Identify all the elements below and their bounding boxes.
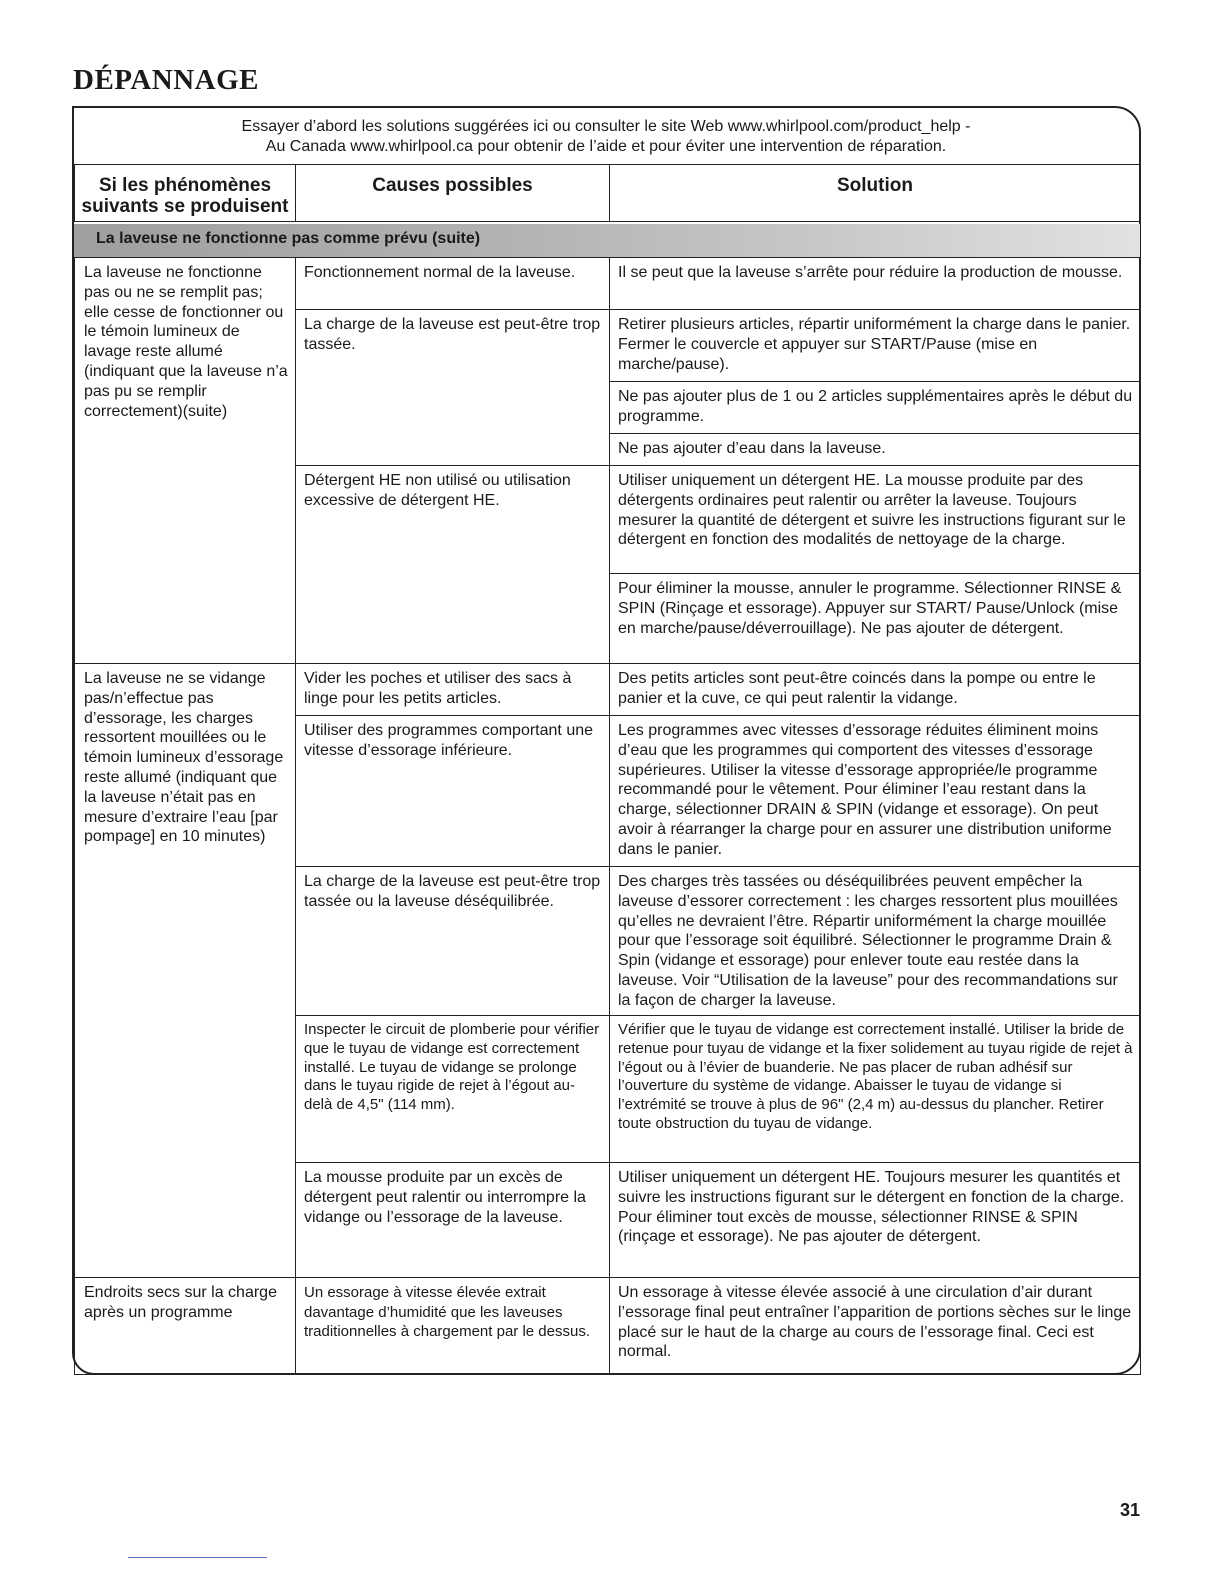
cause-cell: Vider les poches et utiliser des sacs à linge pour les petits articles. — [295, 663, 610, 716]
intro-line-2: Au Canada www.whirlpool.ca pour obtenir de l’aide et pour éviter une intervention de réparation. — [265, 138, 947, 155]
solution-cell: Il se peut que la laveuse s’arrête pour réduire la production de mousse. — [609, 257, 1141, 310]
solution-cell: Les programmes avec vitesses d’essorage réduites éliminent moins d’eau que les programmes qui comportent des vitesses d’essorage supérieures. Utiliser la vitesse d’essorage appropriée/le programme recommandé pour le vêtement. Pour éliminer l’eau restant dans la charge, sélectionner DRAIN & SPIN (vidange et essorage). On peut avoir à réarranger la charge pour en assurer une distribution uniforme dans le panier. — [609, 715, 1141, 867]
intro-line-1: Essayer d’abord les solutions suggérées ici ou consulter le site Web www.whirlpool.com/product_help - — [241, 118, 971, 135]
solution-cell: Des charges très tassées ou déséquilibrées peuvent empêcher la laveuse d’essorer correctement : les charges ressortent plus mouillées qu’elles ne devraient l’être. Répartir uniformément la charge mouillée pour que l’essorage soit équilibré. Sélectionner le programme Drain & Spin (vidange et essorage) pour enlever toute eau restée dans la laveuse. Voir “Utilisation de la laveuse” pour des recommandations sur la façon de charger la laveuse. — [609, 866, 1141, 1016]
footer-rule — [128, 1557, 267, 1558]
cause-cell: Fonctionnement normal de la laveuse. — [295, 257, 610, 310]
solution-cell: Vérifier que le tuyau de vidange est correctement installé. Utiliser la bride de retenue pour tuyau de vidange et la fixer solidement au tuyau rigide de rejet à l’égout ou à l’évier de buanderie. Ne pas placer de ruban adhésif sur l’ouverture du système de vidange. Abaisser le tuyau de vidange si l’extrémité se trouve à plus de 96" (2,4 m) au-dessus du plancher. Retirer toute obstruction du tuyau de vidange. — [609, 1015, 1141, 1163]
intro-text — [74, 117, 1138, 157]
cause-cell: Détergent HE non utilisé ou utilisation excessive de détergent HE. — [295, 465, 610, 664]
condition-cell: La laveuse ne fonctionne pas ou ne se remplit pas; elle cesse de fonctionner ou le témoin lumineux de lavage reste allumé (indiquant que la laveuse n’a pas pu se remplir correctement)(suite) — [74, 257, 296, 664]
solution-cell: Des petits articles sont peut-être coincés dans la pompe ou entre le panier et la cuve, ce qui peut ralentir la vidange. — [609, 663, 1141, 716]
cause-cell: Inspecter le circuit de plomberie pour vérifier que le tuyau de vidange est correctement installé. Le tuyau de vidange se prolonge dans le tuyau rigide de rejet à l’égout au-delà de 4,5" (114 mm). — [295, 1015, 610, 1163]
page-number: 31 — [1120, 1500, 1141, 1520]
section-title: La laveuse ne fonctionne pas comme prévu (suite) — [96, 230, 481, 247]
solution-cell: Utiliser uniquement un détergent HE. Toujours mesurer les quantités et suivre les instructions figurant sur le détergent en fonction de la charge. Pour éliminer tout excès de mousse, sélectionner RINSE & SPIN (rinçage et essorage). Ne pas ajouter de détergent. — [609, 1162, 1141, 1278]
cause-cell: Utiliser des programmes comportant une vitesse d’essorage inférieure. — [295, 715, 610, 867]
cause-cell: Un essorage à vitesse élevée extrait davantage d’humidité que les laveuses traditionnelles à chargement par le dessus. — [295, 1277, 610, 1375]
header-solution: Solution — [609, 164, 1141, 222]
solution-cell: Un essorage à vitesse élevée associé à une circulation d’air durant l’essorage final peut entraîner l’apparition de portions sèches sur le linge placé sur le haut de la charge au cours de l’essorage final. Ceci est normal. — [609, 1277, 1141, 1375]
solution-cell: Utiliser uniquement un détergent HE. La mousse produite par des détergents ordinaires peut ralentir ou arrêter la laveuse. Toujours mesurer la quantité de détergent et suivre les instructions figurant sur le détergent en fonction des modalités de nettoyage de la charge. — [609, 465, 1141, 574]
cause-cell: La charge de la laveuse est peut-être trop tassée ou la laveuse déséquilibrée. — [295, 866, 610, 1016]
condition-cell: Endroits secs sur la charge après un programme — [74, 1277, 296, 1375]
solution-cell: Ne pas ajouter plus de 1 ou 2 articles supplémentaires après le début du programme. — [609, 381, 1141, 434]
solution-cell: Retirer plusieurs articles, répartir uniformément la charge dans le panier. Fermer le couvercle et appuyer sur START/Pause (mise en marche/pause). — [609, 309, 1141, 382]
cause-cell: La mousse produite par un excès de détergent peut ralentir ou interrompre la vidange ou l’essorage de la laveuse. — [295, 1162, 610, 1278]
solution-cell: Ne pas ajouter d’eau dans la laveuse. — [609, 433, 1141, 466]
header-condition: Si les phénomènes suivants se produisent — [74, 164, 296, 222]
condition-cell: La laveuse ne se vidange pas/n’effectue pas d’essorage, les charges ressortent mouillées ou le témoin lumineux d’essorage reste allumé (indiquant que la laveuse n’était pas en mesure d’extraire l’eau [par pompage] en 10 minutes) — [74, 663, 296, 1278]
cause-cell: La charge de la laveuse est peut-être trop tassée. — [295, 309, 610, 466]
page-title: DÉPANNAGE — [73, 64, 260, 96]
header-cause: Causes possibles — [295, 164, 610, 222]
solution-cell: Pour éliminer la mousse, annuler le programme. Sélectionner RINSE & SPIN (Rinçage et essorage). Appuyer sur START/ Pause/Unlock (mise en marche/pause/déverrouillage). Ne pas ajouter de détergent. — [609, 573, 1141, 664]
section-band — [74, 224, 1140, 257]
